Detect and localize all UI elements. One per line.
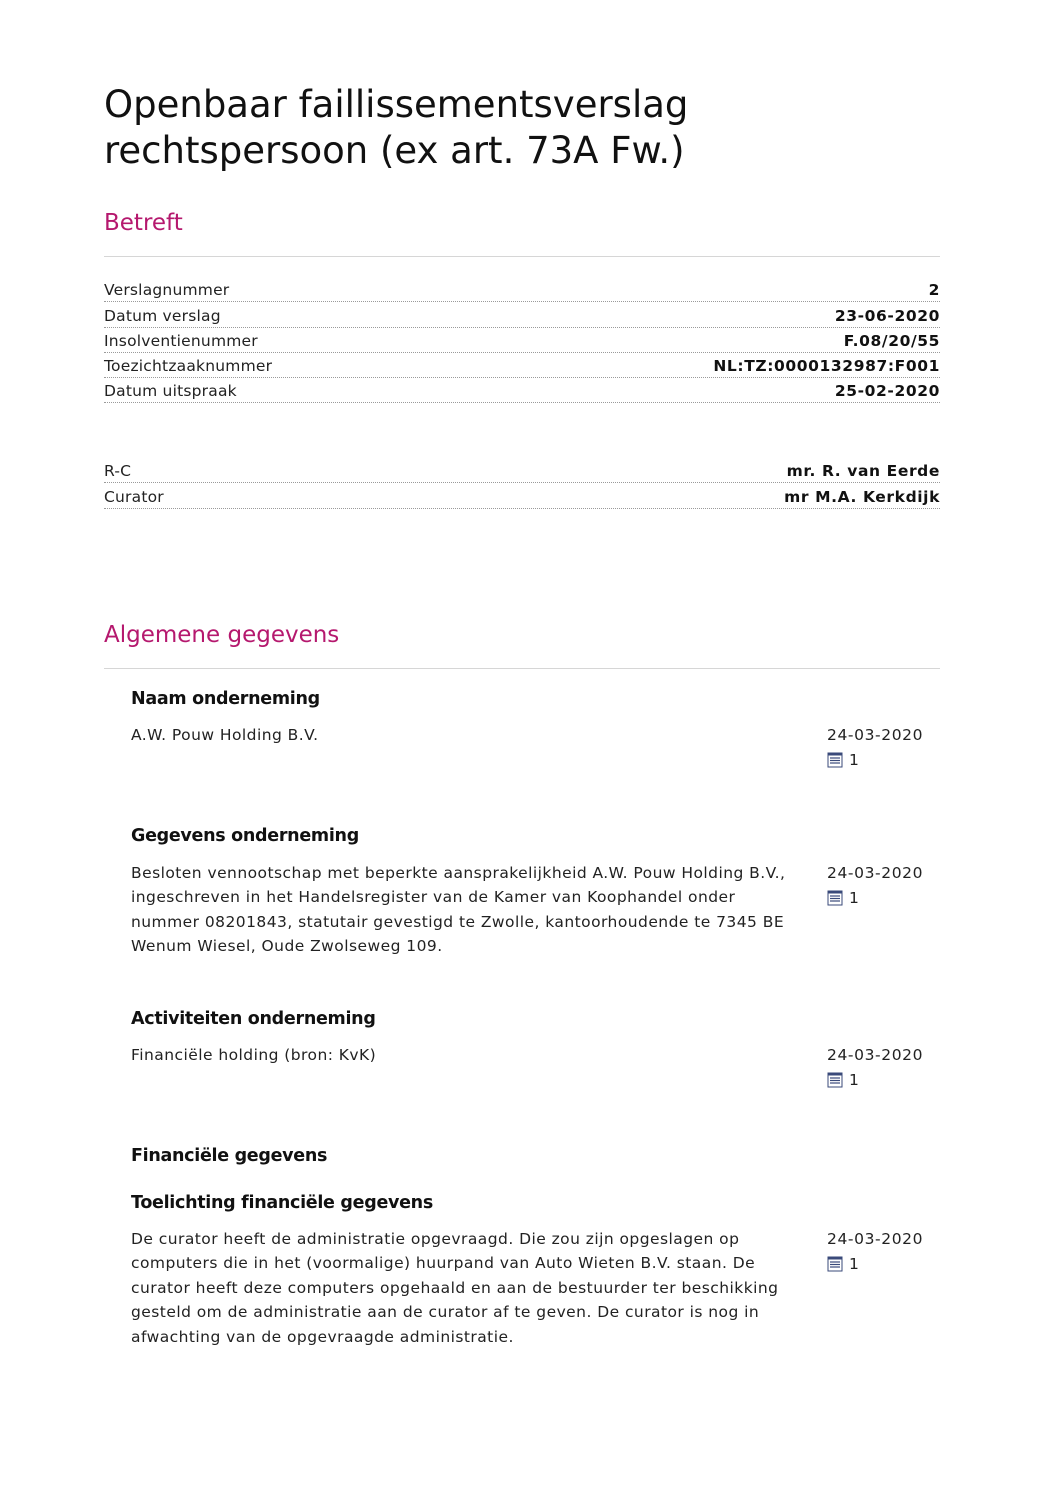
section-heading-betreft: Betreft [104, 210, 183, 236]
document-icon [827, 1256, 843, 1272]
row-label: Curator [104, 487, 164, 506]
reference-number: 1 [849, 1070, 860, 1089]
item-title-gegevens: Gegevens onderneming [131, 826, 359, 846]
section-heading-algemeen: Algemene gegevens [104, 622, 340, 648]
table-row [104, 328, 940, 353]
item-reference[interactable] [827, 886, 937, 910]
table-row [104, 302, 940, 327]
table-row [104, 353, 940, 378]
item-reference[interactable] [827, 1252, 937, 1276]
item-text-toelichting: De curator heeft de administratie opgevraagd. Die zou zijn opgeslagen op computers die in het (voormalige) huurpand van Auto Wieten B.V. staan. De curator heeft deze computers opgehaald en aan de bestuurder ter beschikking gesteld om de administratie aan de curator af te geven. De curator is nog in afwachting van de opgevraagde administratie. [131, 1230, 779, 1346]
row-label: Datum verslag [104, 306, 221, 325]
table-row [104, 483, 940, 508]
item-title-toelichting: Toelichting financiële gegevens [131, 1193, 433, 1213]
reference-number: 1 [849, 1254, 860, 1273]
item-text-naam: A.W. Pouw Holding B.V. [131, 726, 319, 744]
row-value: 25-02-2020 [834, 382, 940, 401]
reference-number: 1 [849, 888, 860, 907]
section-divider [104, 256, 940, 257]
document-icon [827, 752, 843, 768]
item-meta [827, 1227, 937, 1276]
row-value: mr. R. van Eerde [786, 462, 940, 481]
section-divider [104, 668, 940, 669]
row-value: mr M.A. Kerkdijk [784, 487, 940, 506]
row-value: NL:TZ:0000132987:F001 [713, 357, 940, 376]
table-row [104, 378, 940, 403]
item-reference[interactable] [827, 748, 937, 772]
table-row [104, 277, 940, 302]
row-value: 2 [928, 281, 940, 300]
document-icon [827, 890, 843, 906]
item-title-financieel: Financiële gegevens [131, 1146, 328, 1166]
row-value: 23-06-2020 [834, 306, 940, 325]
item-date: 24-03-2020 [827, 1046, 924, 1064]
row-label: Toezichtzaaknummer [104, 357, 273, 376]
item-meta [827, 861, 937, 910]
row-label: R-C [104, 462, 132, 481]
reference-number: 1 [849, 750, 860, 769]
row-label: Datum uitspraak [104, 382, 237, 401]
item-title-activiteiten: Activiteiten onderneming [131, 1009, 376, 1029]
item-meta [827, 723, 937, 772]
item-date: 24-03-2020 [827, 1230, 924, 1248]
item-meta [827, 1043, 937, 1092]
document-title: Openbaar faillissementsverslag rechtspersoon (ex art. 73A Fw.) [104, 83, 689, 172]
item-title-naam: Naam onderneming [131, 689, 320, 709]
row-value: F.08/20/55 [843, 331, 940, 350]
persons-table [104, 458, 940, 509]
item-date: 24-03-2020 [827, 726, 924, 744]
table-row [104, 458, 940, 483]
case-details-table [104, 277, 940, 403]
item-reference[interactable] [827, 1068, 937, 1092]
document-icon [827, 1072, 843, 1088]
item-text-gegevens: Besloten vennootschap met beperkte aansprakelijkheid A.W. Pouw Holding B.V., ingeschreven in het Handelsregister van de Kamer van Koophandel onder nummer 08201843, statutair gevestigd te Zwolle, kantoorhoudende te 7345 BE Wenum Wiesel, Oude Zwolseweg 109. [131, 864, 786, 956]
row-label: Verslagnummer [104, 281, 230, 300]
item-text-activiteiten: Financiële holding (bron: KvK) [131, 1046, 377, 1064]
item-date: 24-03-2020 [827, 864, 924, 882]
row-label: Insolventienummer [104, 331, 258, 350]
